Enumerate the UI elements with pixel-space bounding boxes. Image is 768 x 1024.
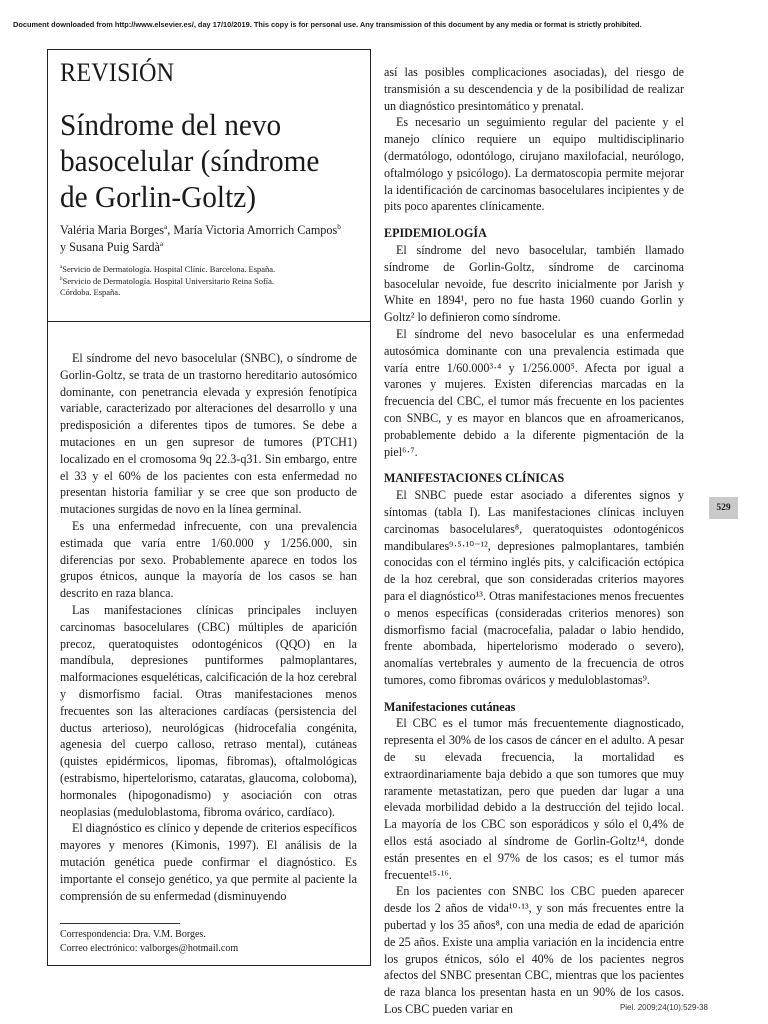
abstract-column bbox=[60, 350, 357, 904]
affiliation-a: Servicio de Dermatología. Hospital Clínic. Barcelona. España. bbox=[62, 264, 276, 274]
body-paragraph: así las posibles complicaciones asociadas), del riesgo de transmisión a su descendencia y de la posibilidad de realizar un diagnóstico presintomático y prenatal. bbox=[384, 65, 684, 113]
affiliation-b-city: Córdoba. España. bbox=[60, 287, 121, 297]
abstract-paragraph: Es una enfermedad infrecuente, con una prevalencia estimada que varía entre 1/60.000 y 1/256.000, sin diferencias por sexo. Probablemente aparece en todos los grupos étnicos, aunque la mayoría de los casos se han descrito en raza blanca. bbox=[60, 518, 357, 601]
body-paragraph: El CBC es el tumor más frecuentemente diagnosticado, representa el 30% de los casos de cáncer en el adulto. A pesar de su elevada frecuencia, la mortalidad es extraordinariamente baja debido a que son tumores que muy raramente metastatizan, pero que pueden dar lugar a una elevada morbilidad debido a la destrucción del tejido local. La mayoría de los CBC son esporádicos y sólo el 0,4% de ellos está asociado al síndrome de Gorlin-Goltz¹⁴, donde están presentes en el 97% de los casos; es el tumor más frecuente¹⁵·¹⁶. bbox=[384, 716, 684, 882]
correspondence: Correspondencia: Dra. V.M. Borges. bbox=[60, 929, 206, 940]
page-number-tab: 529 bbox=[709, 497, 738, 519]
correspondence-footnote bbox=[60, 928, 238, 956]
author-2: , María Victoria Amorrich Campos bbox=[167, 223, 338, 237]
heading-cutaneas: Manifestaciones cutáneas bbox=[384, 699, 516, 714]
body-paragraph: El síndrome del nevo basocelular es una enfermedad autosómica dominante con una prevalencia estimada que varía entre 1/60.000³·⁴ y 1/256.000⁵. Afecta por igual a varones y mujeres. Existen diferencias marcadas en la frecuencia del CBC, el tumor más frecuente en los pacientes con SNBC, y es mayor en blancos que en afroamericanos, probablemente debido a la diferente pigmentación de la piel⁶·⁷. bbox=[384, 326, 684, 459]
affiliations bbox=[60, 264, 275, 299]
title-line: de Gorlin-Goltz) bbox=[60, 180, 256, 214]
abstract-paragraph: Las manifestaciones clínicas principales incluyen carcinomas basocelulares (CBC) múltiples de aparición precoz, queratoquistes odontogénicos (QQO) en la mandíbula, depresiones puntiformes palmoplantares, malformaciones esqueléticas, calcificación de la hoz cerebral y dismorfismo facial. Otras manifestaciones menos frecuentes son las alteraciones cardíacas (persistencia del ductus arterioso), neurológicas (hidrocefalia congénita, agenesia del cuerpo calloso, retraso mental), cutáneas (quistes epidérmicos, lipomas, fibromas), oftalmológicas (estrabismo, hipertelorismo, cataratas, glaucoma, coloboma), hormonales (hipogonadismo) y asociación con otras neoplasias (meduloblastoma, fibroma ovárico, cardíaco). bbox=[60, 602, 357, 819]
affil-marker: b bbox=[60, 275, 63, 282]
title-divider bbox=[48, 321, 370, 322]
body-paragraph: El SNBC puede estar asociado a diferentes signos y síntomas (tabla I). Las manifestaciones clínicas incluyen carcinomas basocelulares⁸, queratoquistes odontogénicos mandibulares⁹·⁵·¹⁰⁻¹², depresiones palmoplantares, también conocidas con el término inglés pits, y calcificación ectópica de la hoz cerebral, que son consideradas criterios mayores para el diagnóstico¹³. Otras manifestaciones menos frecuentes o menos específicas (consideradas criterios menores) son dismorfismo facial (macrocefalia, paladar o labio hendido, frente abombada, hipertelorismo moderado o severo), anomalías vertebrales y aumento de la frecuencia de otros tumores, como fibromas ováricos y meduloblastomas⁹. bbox=[384, 488, 684, 687]
section-label: REVISIÓN bbox=[60, 58, 175, 87]
affil-marker: b bbox=[337, 221, 341, 231]
email: Correo electrónico: valborges@hotmail.com bbox=[60, 943, 239, 954]
footnote-divider bbox=[60, 923, 180, 924]
affil-marker: a bbox=[159, 238, 164, 248]
author-3: y Susana Puig Sardà bbox=[60, 240, 160, 254]
body-paragraph: En los pacientes con SNBC los CBC pueden aparecer desde los 2 años de vida¹⁰·¹³, y son más frecuentes entre la pubertad y los 35 años⁸, con una media de edad de aparición de 25 años. Existe una amplia variación en la incidencia entre los grupos étnicos, sólo el 40% de los pacientes negros afectos del SNBC presentan CBC, mientras que los pacientes de raza blanca los presentan hasta en un 90% de los casos. Los CBC pueden variar en bbox=[384, 884, 684, 1017]
abstract-paragraph: El diagnóstico es clínico y depende de criterios específicos mayores y menores (Kimonis, 1997). El análisis de la mutación genética puede confirmar el diagnóstico. Es importante el consejo genético, ya que permite al paciente la comprensión de su enfermedad (disminuyendo bbox=[60, 821, 357, 903]
author-1: Valéria Maria Borges bbox=[60, 223, 165, 237]
title-line: basocelular (síndrome bbox=[60, 144, 320, 178]
download-notice: Document downloaded from http://www.elsevier.es/, day 17/10/2019. This copy is for personal use. Any transmission of this document by any media or format is strictly prohibited. bbox=[13, 20, 642, 29]
body-column bbox=[384, 64, 684, 1018]
heading-epidemiologia: EPIDEMIOLOGÍA bbox=[384, 226, 487, 241]
article-title bbox=[60, 107, 367, 215]
abstract-paragraph: El síndrome del nevo basocelular (SNBC), o síndrome de Gorlin-Goltz, se trata de un trastorno hereditario autosómico dominante, con penetrancia elevada y expresión fenotípica variable, caracterizado por alteraciones del desarrollo y una predisposición a diferentes tipos de tumores. Se debe a mutaciones en un gen supresor de tumores (PTCH1) localizado en el cromosoma 9q 22.3-q31. Sin embargo, entre el 33 y el 60% de los pacientes con esta enfermedad no presentan historia familiar y se cree que son producto de mutaciones surgidas de novo en la línea germinal. bbox=[60, 351, 357, 517]
title-line: Síndrome del nevo bbox=[60, 108, 282, 142]
authors bbox=[60, 222, 341, 256]
affil-marker: a bbox=[164, 221, 168, 231]
heading-manifestaciones: MANIFESTACIONES CLÍNICAS bbox=[384, 471, 565, 486]
journal-reference: Piel. 2009;24(10):529-38 bbox=[619, 1003, 708, 1012]
affiliation-b: Servicio de Dermatología. Hospital Universitario Reina Sofía. bbox=[62, 275, 275, 286]
affil-marker: a bbox=[60, 264, 63, 271]
body-paragraph: Es necesario un seguimiento regular del paciente y el manejo clínico requiere un equipo multidisciplinario (dermatólogo, odontólogo, cirujano maxilofacial, neurólogo, oftalmólogo y psicólogo). La dermatoscopia permite mejorar la identificación de carcinomas basocelulares incipientes y de pits poco aparentes clínicamente. bbox=[384, 115, 684, 214]
body-paragraph: El síndrome del nevo basocelular, también llamado síndrome de Gorlin-Goltz, síndrome de carcinoma basocelular nevoide, fue descrito inicialmente por Jarish y White en 1894¹, pero no fue hasta 1960 cuando Gorlin y Goltz² lo definieron como síndrome. bbox=[384, 242, 684, 325]
